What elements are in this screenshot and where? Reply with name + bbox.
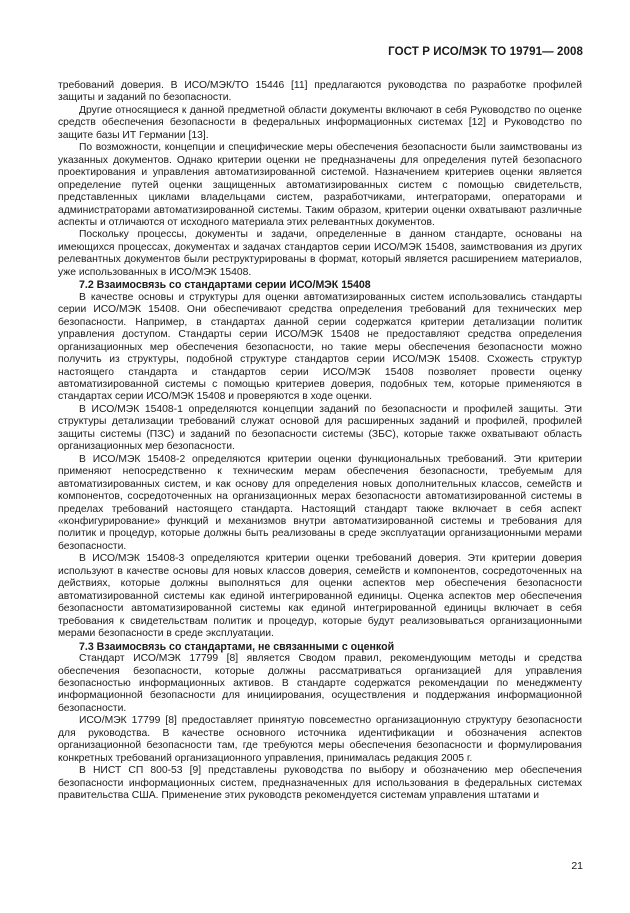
section-heading-7-2: 7.2 Взаимосвязь со стандартами серии ИСО/МЭК 15408 [79, 279, 371, 292]
paragraph: Другие относящиеся к данной предметной области документы включают в себя Руководство по оценке средств обеспечения безопасности в федеральных информационных системах [12] и Руководство по защите базы ИТ Германии [13]. [58, 104, 582, 141]
paragraph: Поскольку процессы, документы и задачи, определенные в данном стандарте, основаны на имеющихся процессах, документах и задачах стандартов серии ИСО/МЭК 15408, заимствования из других релевантных документов были реструктурированы в формат, который является расширением материалов, уже использованных в ИСО/МЭК 15408. [58, 229, 582, 278]
paragraph: ИСО/МЭК 17799 [8] предоставляет принятую повсеместно организационную структуру безопасности для руководства. В качестве основного источника идентификации и обозначения аспектов организационной безопасности там, где требуются меры обеспечения безопасности и формулирования конкретных требований организационного управления, принималась редакция 2005 г. [58, 715, 582, 764]
paragraph: В качестве основы и структуры для оценки автоматизированных систем использовались стандарты серии ИСО/МЭК 15408. Они обеспечивают средства определения требований для технических мер безопасности. Например, в стандартах данной серии содержатся критерии детализации политик управления доступом. Стандарты серии ИСО/МЭК 15408 не предоставляют средства определения организационных мер обеспечения безопасности, но такие меры обеспечения безопасности можно получить из структуры, подобной структуре стандартов серии ИСО/МЭК 15408. Схожесть структур настоящего стандарта и стандартов серии ИСО/МЭК 15408 позволяет провести оценку автоматизированной системы с помощью критериев доверия, подобных тем, которые применяются в стандартах серии ИСО/МЭК 15408 и проверяются в ходе оценки. [58, 291, 582, 403]
paragraph: В ИСО/МЭК 15408-1 определяются концепции заданий по безопасности и профилей защиты. Эти структуры детализации требований служат основой для расширенных заданий и профилей, профилей защиты системы (ПЗС) и заданий по безопасности системы (ЗБС), которые также охватывают область организационных мер безопасности. [58, 403, 582, 453]
paragraph: В ИСО/МЭК 15408-2 определяются критерии оценки функциональных требований. Эти критерии применяют непосредственно к техническим мерам обеспечения безопасности, требуемым для автоматизированных систем, и как основу для определения новых дополнительных классов, семейств и компонентов, сосредоточенных на организационных мерах безопасности автоматизированной системы в пределах требований настоящего стандарта. Настоящий стандарт также включает в себя аспект «конфигурирование» функций и механизмов внутри автоматизированной системы и требования для политик и процедур, которые должны быть реализованы в среде эксплуатации организационными мерами безопасности. [58, 453, 582, 552]
page-number: 21 [571, 860, 583, 872]
paragraph: В НИСТ СП 800-53 [9] представлены руководства по выбору и обозначению мер обеспечения безопасности информационных систем, предназначенных для использования в федеральных системах правительства США. Применение этих руководств рекомендуется системам управления штатами и [58, 765, 582, 802]
paragraph: Стандарт ИСО/МЭК 17799 [8] является Сводом правил, рекомендующим методы и средства обеспечения безопасности, которые должны рассматриваться организацией для управления безопасностью информационных активов. В стандарте содержатся рекомендации по менеджменту информационной безопасности для инициирования, осуществления и поддержания информационной безопасности. [58, 653, 582, 714]
paragraph: требований доверия. В ИСО/МЭК/ТО 15446 [11] предлагаются руководства по разработке профилей защиты и заданий по безопасности. [58, 80, 582, 104]
paragraph: По возможности, концепции и специфические меры обеспечения безопасности были заимствованы из указанных документов. Однако критерии оценки не предназначены для определения путей безопасного проектирования и управления автоматизированной системой. Назначением критериев оценки является определение путей оценки защищенных автоматизированных систем с помощью свидетельств, представленных циклами владельцами систем, разработчиками, интеграторами, операторами и администраторами автоматизированной системы. Таким образом, критерии оценки охватывают различные аспекты и отличаются от исходного материала этих релевантных документов. [58, 142, 582, 228]
document-header: ГОСТ Р ИСО/МЭК ТО 19791— 2008 [388, 46, 583, 58]
document-body [58, 80, 582, 803]
paragraph: В ИСО/МЭК 15408-3 определяются критерии оценки требований доверия. Эти критерии доверия используют в качестве основы для новых классов доверия, семейств и компонентов, сосредоточенных на действиях, которые должны выполняться для оценки аспектов мер обеспечения безопасности автоматизированной системы как единой интегрированной единицы. Оценка аспектов мер обеспечения безопасности автоматизированной системы как единой интегрированной единицы включает в себя требования к свидетельствам политик и процедур, которые будут реализовываться организационными мерами безопасности в среде эксплуатации. [58, 553, 582, 640]
section-heading-7-3: 7.3 Взаимосвязь со стандартами, не связанными с оценкой [79, 640, 395, 653]
